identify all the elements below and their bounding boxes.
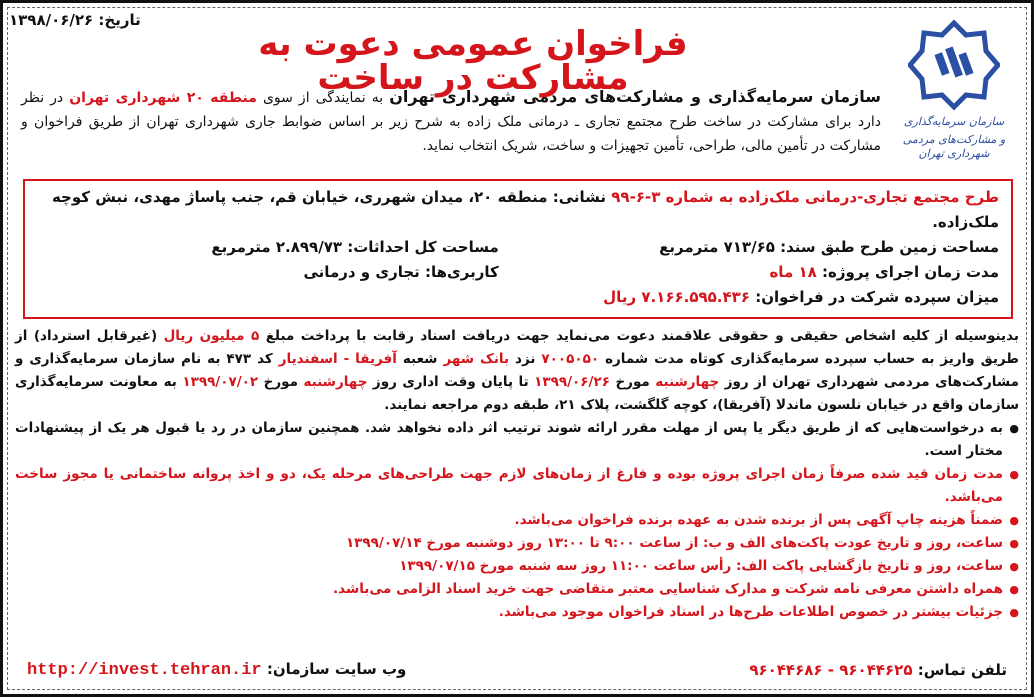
project-address: نشانی: منطقه ۲۰، میدان شهرری، خیابان قم، جنب پاساژ مهدی، نبش کوچه ملک‌زاده.	[51, 188, 999, 231]
project-name: طرح مجتمع تجاری-درمانی ملک‌زاده به شماره ۳-۶-۹۹	[611, 188, 999, 206]
p1-text-c: نزد	[509, 351, 542, 367]
project-row-duration	[37, 260, 999, 285]
date-label: تاریخ: ۱۳۹۸/۰۶/۲۶	[9, 11, 141, 29]
duration	[537, 260, 999, 285]
total-area-label: مساحت کل احداثات:	[342, 238, 499, 256]
intro-paragraph	[21, 85, 881, 158]
site-label: وب سایت سازمان:	[261, 660, 407, 678]
p1-end-date: ۱۳۹۹/۰۷/۰۲	[182, 374, 259, 390]
duration-label: مدت زمان اجرای پروژه:	[816, 263, 999, 281]
p1-text-i: به معاونت سرمایه‌گذاری سازمان واقع در خیابان نلسون ماندلا (آفریقا)، کوچه گلگشت، پلاک ۲۱، طبقه دوم مراجعه نمایند.	[15, 374, 1019, 413]
list-item: ● ساعت، روز و تاریخ عودت پاکت‌های الف و ب: از ساعت ۹:۰۰ تا ۱۳:۰۰ روز دوشنبه مورخ ۱۳۹۹/۰۷/۱۴	[15, 532, 1019, 555]
project-heading	[37, 185, 999, 235]
p1-fee: ۵ میلیون ریال	[163, 328, 260, 344]
intro-part2: در نظر دارد برای مشارکت در ساخت طرح مجتمع تجاری ـ درمانی ملک زاده به شرح زیر بر اساس ضوابط جاری شهرداری تهران از طریق فراخوان و مشارکت در تأمین مالی، طراحی، تأمین تجهیزات و ساخت، شریک انتخاب نماید.	[21, 90, 881, 154]
p1-start-date: ۱۳۹۹/۰۶/۲۶	[534, 374, 610, 390]
list-item: ● به درخواست‌هایی که از طریق دیگر یا پس از مهلت مقرر ارائه شوند ترتیب اثر داده نخواهد شد. همچنین سازمان در رد یا قبول هر یک از پیشنهادات مختار است.	[15, 417, 1019, 463]
contact-phone	[749, 661, 1007, 679]
deposit-label: میزان سپرده شرکت در فراخوان:	[749, 288, 999, 306]
p1-text-d: شعبه	[396, 351, 444, 367]
usage: کاربری‌ها: تجاری و درمانی	[303, 263, 499, 281]
p1-text-e: کد ۴۷۳ به نام سازمان سرمایه‌گذاری و مشارکت‌های مردمی شهرداری تهران از روز	[15, 351, 1019, 390]
p1-text-b: (غیرقابل استرداد) از طریق واریز به حساب سپرده سرمایه‌گذاری کوتاه مدت شماره	[15, 328, 1019, 367]
project-row-area	[37, 235, 999, 260]
footer	[27, 660, 1007, 680]
p1-account: ۷۰۰۵۰۵۰	[541, 351, 600, 367]
deposit	[37, 285, 999, 310]
intro-region: منطقه ۲۰ شهرداری تهران	[69, 90, 257, 106]
body-text	[15, 325, 1019, 624]
land-area-label: مساحت زمین طرح طبق سند:	[774, 238, 999, 256]
p1-text-h: مورخ	[258, 374, 304, 390]
list-item: ● مدت زمان قید شده صرفاً زمان اجرای پروژه بوده و فارغ از زمان‌های لازم جهت طراحی‌های مرحله یک، دو و اخذ پروانه ساختمانی یا مجوز ساخت می‌باشد.	[15, 463, 1019, 509]
p1-start-day: چهارشنبه	[655, 374, 720, 390]
p1-bank: بانک شهر	[443, 351, 510, 367]
list-item: ● جزئیات بیشتر در خصوص اطلاعات طرح‌ها در اسناد فراخوان موجود می‌باشد.	[15, 601, 1019, 624]
land-area	[537, 235, 999, 260]
project-box	[23, 179, 1013, 319]
total-area	[37, 235, 499, 260]
p1-branch: آفریقا - اسفندیار	[278, 351, 397, 367]
logo-org-line1: سازمان سرمایه‌گذاری	[903, 115, 1005, 128]
intro-part1: به نمایندگی از سوی	[256, 90, 390, 106]
duration-value: ۱۸ ماه	[769, 263, 817, 281]
site-url-link[interactable]: http://invest.tehran.ir	[27, 661, 262, 680]
p1-text-g: تا پایان وقت اداری روز	[367, 374, 535, 390]
invitation-paragraph	[15, 325, 1019, 417]
website	[27, 660, 406, 680]
deposit-value: ۷.۱۶۶.۵۹۵.۴۳۶ ریال	[603, 288, 750, 306]
land-area-value: ۷۱۳/۶۵ مترمربع	[659, 238, 775, 256]
phone-value: ۹۶۰۴۴۶۲۵ - ۹۶۰۴۴۶۸۶	[749, 661, 913, 679]
intro-lead: سازمان سرمایه‌گذاری و مشارکت‌های مردمی شهرداری تهران	[389, 87, 882, 106]
page-title: فراخوان عمومی دعوت به مشارکت در ساخت	[258, 24, 688, 98]
total-area-value: ۲.۸۹۹/۷۳ مترمربع	[211, 238, 342, 256]
list-item: ● ضمناً هزینه چاپ آگهی پس از برنده شدن به عهده برنده فراخوان می‌باشد.	[15, 509, 1019, 532]
conditions-list	[15, 417, 1019, 624]
p1-text-f: مورخ	[609, 374, 656, 390]
logo-emblem-icon	[908, 19, 1000, 111]
p1-text-a: بدینوسیله از کلیه اشخاص حقیقی و حقوقی علاقمند دعوت می‌نماید جهت دریافت اسناد رقابت با پرداخت مبلغ	[259, 328, 1019, 344]
logo-org-line2: و مشارکت‌های مردمی شهرداری تهران	[902, 133, 1006, 160]
list-item: ● همراه داشتن معرفی نامه شرکت و مدارک شناسایی معتبر متقاضی جهت خرید اسناد الزامی می‌باشد.	[15, 578, 1019, 601]
p1-end-day: چهارشنبه	[303, 374, 368, 390]
org-logo	[889, 19, 1019, 169]
list-item: ● ساعت، روز و تاریخ بازگشایی پاکت الف: رأس ساعت ۱۱:۰۰ روز سه شنبه مورخ ۱۳۹۹/۰۷/۱۵	[15, 555, 1019, 578]
phone-label: تلفن تماس:	[912, 661, 1007, 679]
